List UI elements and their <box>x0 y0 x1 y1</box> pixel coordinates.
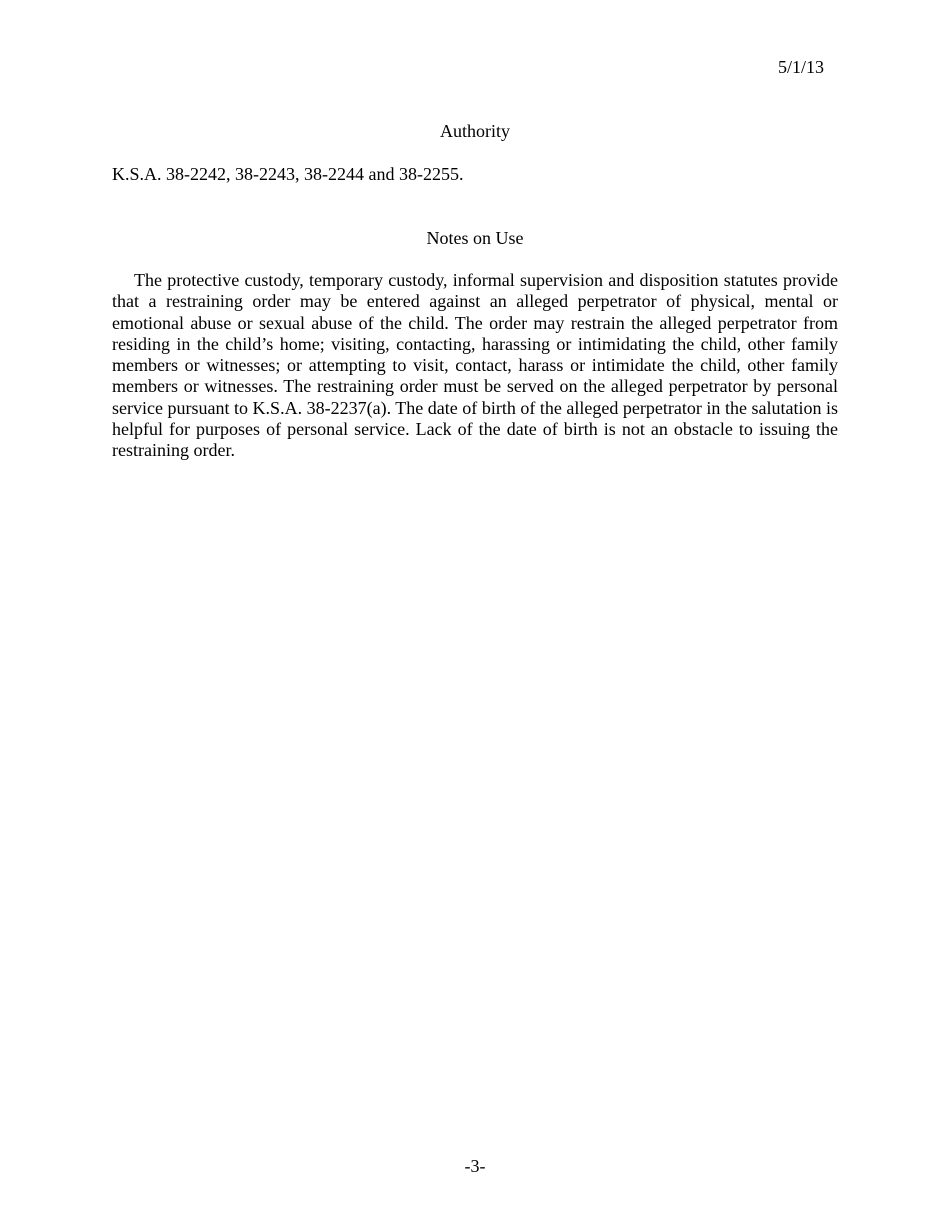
notes-on-use-paragraph: The protective custody, temporary custody, informal supervision and disposition statutes provide that a restraining order may be entered against an alleged perpetrator of physical, mental or emotional abuse or sexual abuse of the child. The order may restrain the alleged perpetrator from residing in the child’s home; visiting, contacting, harassing or intimidating the child, other family members or witnesses; or attempting to visit, contact, harass or intimidate the child, other family members or witnesses. The restraining order must be served on the alleged perpetrator by personal service pursuant to K.S.A. 38-2237(a). The date of birth of the alleged perpetrator in the salutation is helpful for purposes of personal service. Lack of the date of birth is not an obstacle to issuing the restraining order. <box>112 270 838 461</box>
revision-date: 5/1/13 <box>777 57 824 77</box>
authority-heading: Authority <box>440 121 510 141</box>
authority-citation: K.S.A. 38-2242, 38-2243, 38-2244 and 38-2255. <box>112 164 464 184</box>
notes-on-use-heading: Notes on Use <box>426 228 524 248</box>
page-number: -3- <box>464 1156 486 1176</box>
